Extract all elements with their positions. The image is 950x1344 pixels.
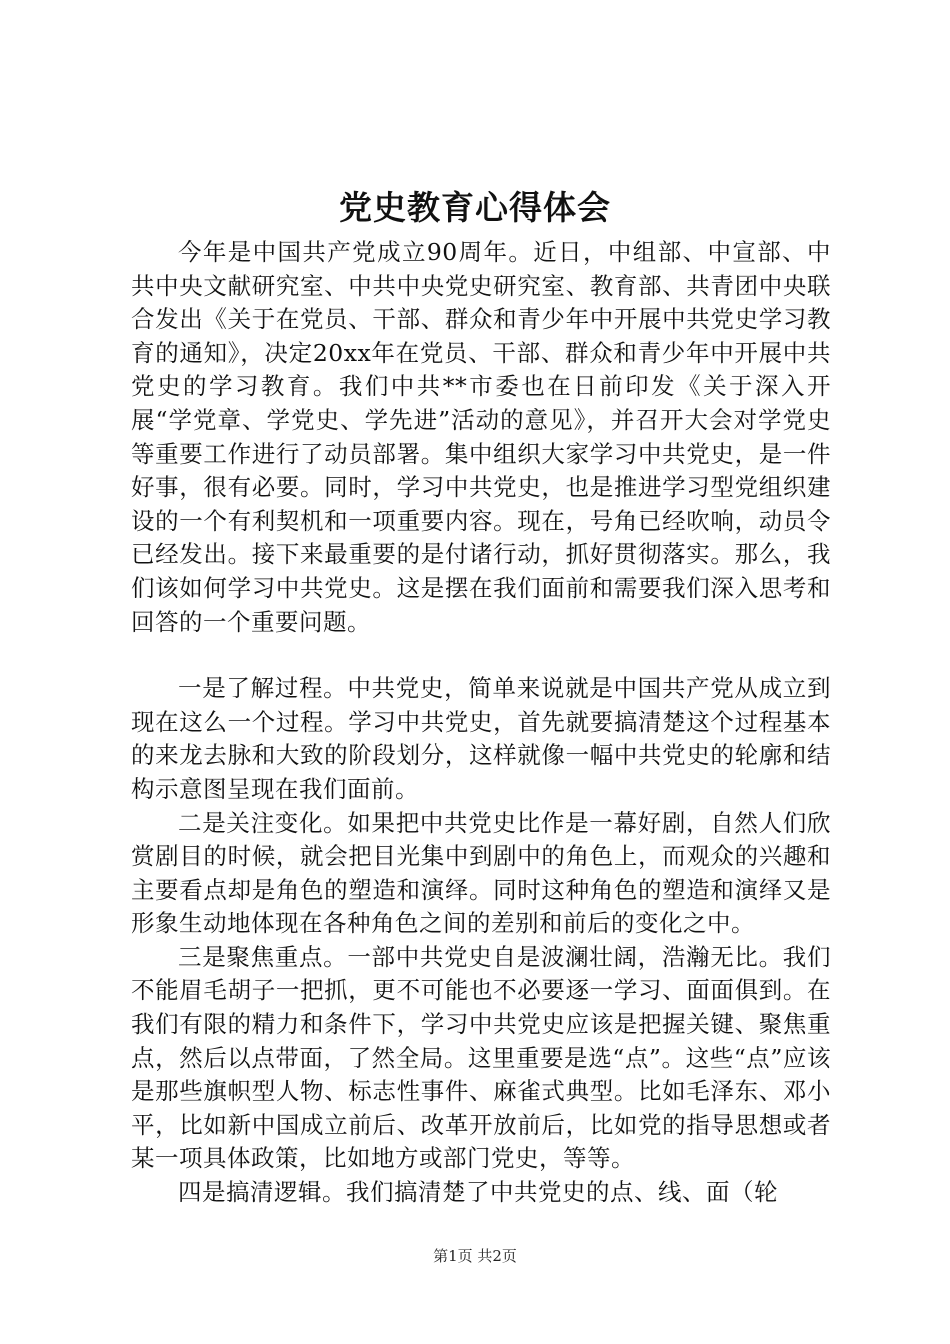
paragraph-point-1: 一是了解过程。中共党史，简单来说就是中国共产党从成立到现在这么一个过程。学习中共党史，首先就要搞清楚这个过程基本的来龙去脉和大致的阶段划分，这样就像一幅中共党史的轮廓和结构示意图呈现在我们面前。 <box>131 674 831 803</box>
page-footer: 第1页 共2页 <box>433 1247 517 1265</box>
paragraph-point-2: 二是关注变化。如果把中共党史比作是一幕好剧，自然人们欣赏剧目的时候，就会把目光集中到剧中的角色上，而观众的兴趣和主要看点却是角色的塑造和演绎。同时这种角色的塑造和演绎又是形象生动地体现在各种角色之间的差别和前后的变化之中。 <box>131 808 831 938</box>
paragraph-intro: 今年是中国共产党成立90周年。近日，中组部、中宣部、中共中央文献研究室、中共中央党史研究室、教育部、共青团中央联合发出《关于在党员、干部、群众和青少年中开展中共党史学习教育的通知》，决定20xx年在党员、干部、群众和青少年中开展中共党史的学习教育。我们中共**市委也在日前印发《关于深入开展“学党章、学党史、学先进”活动的意见》，并召开大会对学党史等重要工作进行了动员部署。集中组织大家学习中共党史，是一件好事，很有必要。同时，学习中共党史，也是推进学习型党组织建设的一个有利契机和一项重要内容。现在，号角已经吹响，动员令已经发出。接下来最重要的是付诸行动，抓好贯彻落实。那么，我们该如何学习中共党史。这是摆在我们面前和需要我们深入思考和回答的一个重要问题。 <box>131 238 831 636</box>
paragraph-point-3: 三是聚焦重点。一部中共党史自是波澜壮阔，浩瀚无比。我们不能眉毛胡子一把抓，更不可能也不必要逐一学习、面面俱到。在我们有限的精力和条件下，学习中共党史应该是把握关键、聚焦重点，然后以点带面，了然全局。这里重要是选“点”。这些“点”应该是那些旗帜型人物、标志性事件、麻雀式典型。比如毛泽东、邓小平，比如新中国成立前后、改革开放前后，比如党的指导思想或者某一项具体政策，比如地方或部门党史，等等。 <box>131 942 831 1173</box>
document-title: 党史教育心得体会 <box>339 188 611 227</box>
document-body <box>131 236 831 1210</box>
paragraph-point-4: 四是搞清逻辑。我们搞清楚了中共党史的点、线、面（轮 <box>178 1178 778 1207</box>
